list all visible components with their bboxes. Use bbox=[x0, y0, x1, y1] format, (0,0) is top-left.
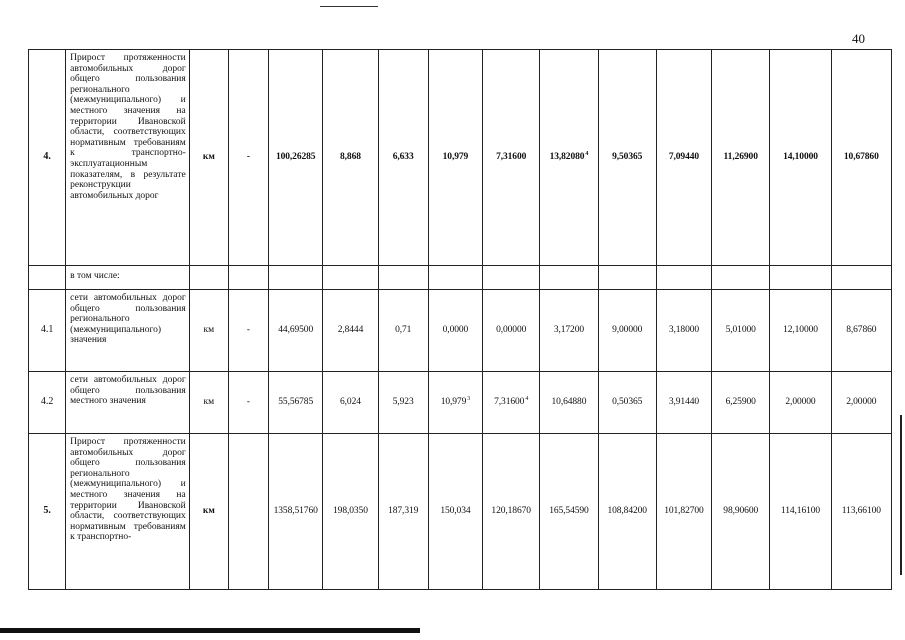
value-cell: 7,31600 bbox=[483, 50, 540, 266]
value-cell: 10,979 bbox=[428, 50, 482, 266]
indicator-name: Прирост протяженности автомобильных дорог общего пользования регионального (межмуниципального) и местного значения на территории Ивановской области, соответствующих нормативным требованиям к транспортно-эксплуатационным показателям, в результате реконструкции автомобильных дорог bbox=[66, 50, 190, 266]
value-cell: 10,64880 bbox=[540, 372, 598, 434]
value-cell: 8,67860 bbox=[831, 290, 891, 372]
value-cell: 150,034 bbox=[428, 434, 482, 590]
value-cell: 2,00000 bbox=[770, 372, 831, 434]
row-index: 5. bbox=[29, 434, 66, 590]
table-row bbox=[29, 50, 892, 266]
value-cell: 10,979$^3$ bbox=[428, 372, 482, 434]
table-row bbox=[29, 372, 892, 434]
unit-cell: км bbox=[189, 50, 228, 266]
value-cell: 14,10000 bbox=[770, 50, 831, 266]
indicator-name: сети автомобильных дорог общего пользования регионального (межмуниципального) значения bbox=[66, 290, 190, 372]
value-cell: 5,01000 bbox=[712, 290, 770, 372]
value-cell: 0,0000 bbox=[428, 290, 482, 372]
value-cell: 44,69500 bbox=[269, 290, 323, 372]
base-cell bbox=[228, 434, 268, 590]
value-cell: 0,00000 bbox=[483, 290, 540, 372]
bottom-scan-edge bbox=[0, 628, 420, 633]
value-cell: 10,67860 bbox=[831, 50, 891, 266]
value-cell: 6,024 bbox=[323, 372, 378, 434]
value-cell: 7,31600$^4$ bbox=[483, 372, 540, 434]
footnote-mark: 4 bbox=[525, 396, 529, 403]
subheading: в том числе: bbox=[66, 266, 190, 290]
value-cell: 0,71 bbox=[378, 290, 428, 372]
base-cell: - bbox=[228, 372, 268, 434]
value-cell: 0,50365 bbox=[598, 372, 656, 434]
row-index: 4.2 bbox=[29, 372, 66, 434]
base-cell: - bbox=[228, 50, 268, 266]
table-row bbox=[29, 266, 892, 290]
value-cell: 12,10000 bbox=[770, 290, 831, 372]
value-cell: 2,8444 bbox=[323, 290, 378, 372]
value-cell: 120,18670 bbox=[483, 434, 540, 590]
value-cell: 8,868 bbox=[323, 50, 378, 266]
table-row bbox=[29, 434, 892, 590]
value-cell: 13,82080$^4$ bbox=[540, 50, 598, 266]
footnote-mark: 4 bbox=[585, 151, 589, 158]
value-cell: 113,66100 bbox=[831, 434, 891, 590]
value-cell: 108,84200 bbox=[598, 434, 656, 590]
value-cell: 198,0350 bbox=[323, 434, 378, 590]
indicator-name: Прирост протяженности автомобильных дорог общего пользования регионального (межмуниципального) и местного значения на территории Ивановской области, соответствующих нормативным требованиям к транспортно- bbox=[66, 434, 190, 590]
value-cell: 3,17200 bbox=[540, 290, 598, 372]
footnote-mark: 3 bbox=[467, 396, 471, 403]
row-index: 4. bbox=[29, 50, 66, 266]
page-number: 40 bbox=[852, 31, 865, 46]
value-cell: 165,54590 bbox=[540, 434, 598, 590]
value-cell: 11,26900 bbox=[712, 50, 770, 266]
value-cell: 98,90600 bbox=[712, 434, 770, 590]
value-cell: 100,26285 bbox=[269, 50, 323, 266]
value-cell: 101,82700 bbox=[656, 434, 711, 590]
value-cell: 9,50365 bbox=[598, 50, 656, 266]
value-cell: 2,00000 bbox=[831, 372, 891, 434]
value-cell: 187,319 bbox=[378, 434, 428, 590]
value-cell: 3,18000 bbox=[656, 290, 711, 372]
indicator-name: сети автомобильных дорог общего пользования местного значения bbox=[66, 372, 190, 434]
value-cell: 3,91440 bbox=[656, 372, 711, 434]
unit-cell: км bbox=[189, 434, 228, 590]
value-cell: 9,00000 bbox=[598, 290, 656, 372]
value-cell: 7,09440 bbox=[656, 50, 711, 266]
value-cell: 1358,51760 bbox=[269, 434, 323, 590]
base-cell: - bbox=[228, 290, 268, 372]
value-cell: 114,16100 bbox=[770, 434, 831, 590]
right-scan-edge bbox=[900, 415, 902, 575]
value-cell: 5,923 bbox=[378, 372, 428, 434]
unit-cell: км bbox=[189, 290, 228, 372]
row-index: 4.1 bbox=[29, 290, 66, 372]
table-row bbox=[29, 290, 892, 372]
indicator-table bbox=[28, 49, 892, 590]
value-cell: 55,56785 bbox=[269, 372, 323, 434]
value-cell: 6,25900 bbox=[712, 372, 770, 434]
top-rule bbox=[320, 6, 378, 7]
unit-cell: км bbox=[189, 372, 228, 434]
value-cell: 6,633 bbox=[378, 50, 428, 266]
